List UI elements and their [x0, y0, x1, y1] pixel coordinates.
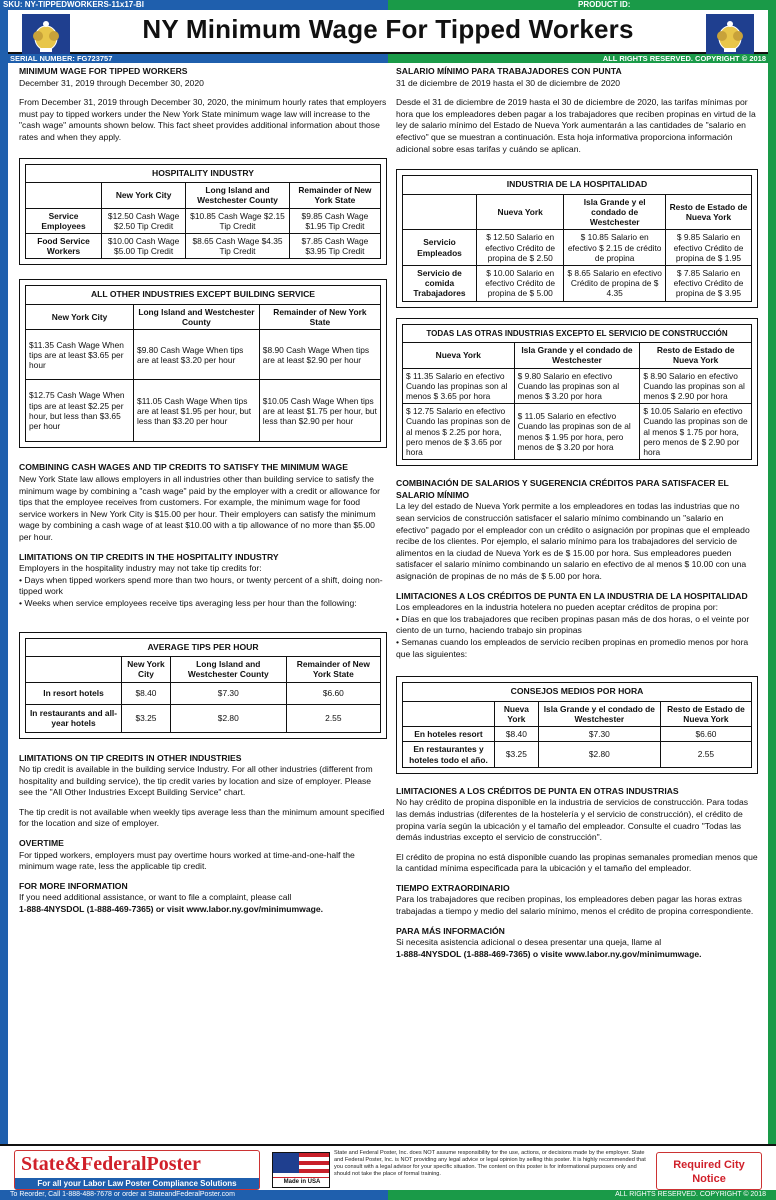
sku-label: SKU: NY-TIPPEDWORKERS-11x17-BI [0, 0, 388, 10]
column-header: Resto de Estado de Nueva York [665, 194, 751, 230]
section-heading: OVERTIME [19, 838, 64, 849]
column-header: New York City [26, 304, 134, 329]
column-header: Remainder of New York State [259, 304, 380, 329]
table-caption: TODAS LAS OTRAS INDUSTRIAS EXCEPTO EL SERVICIO DE CONSTRUCCIÓN [402, 324, 752, 343]
required-notice-badge: Required City Notice [656, 1152, 762, 1190]
other-industries-table [25, 304, 381, 442]
column-header: Nueva York [403, 343, 515, 368]
hospitality-table-box [396, 169, 758, 307]
made-in-usa-label: Made in USA [273, 1178, 330, 1187]
column-header: New York City [102, 183, 186, 208]
paragraph: Para los trabajadores que reciben propinas, los empleadores deben pagar las horas extras trabajadas a tiempo y medio del salario mínimo, menos el crédito de propina correspondiente. [396, 894, 754, 917]
reorder-text: To Reorder, Call 1-888-488-7678 or order at StateandFederalPoster.com [0, 1190, 388, 1200]
poster-header [8, 10, 768, 54]
section-heading: COMBINACIÓN DE SALARIOS Y SUGERENCIA CRÉDITOS PARA SATISFACER EL SALARIO MÍNIMO [396, 478, 729, 500]
table-row: In resort hotels $8.40 $7.30 $6.60 [26, 682, 381, 704]
table-caption: ALL OTHER INDUSTRIES EXCEPT BUILDING SERVICE [25, 285, 381, 304]
english-column [19, 66, 387, 916]
ny-state-seal-icon [706, 14, 754, 58]
column-header: Long Island and Westchester County [186, 183, 290, 208]
logo-text: State&FederalPoster [21, 1153, 201, 1175]
section-heading: LIMITATIONS ON TIP CREDITS IN OTHER INDUSTRIES [19, 752, 242, 763]
other-industries-table-box [19, 279, 387, 448]
table-row: Servicio Empleados $ 12.50 Salario en efectivo Crédito de propina de $ 2.50 $ 10.85 Salario en efectivo $ 2.15 de crédito de propina $ 9.85 Salario en efectivo Crédito de propina de $ 1.95 [403, 230, 752, 266]
table-row: In restaurants and all-year hotels $3.25 $2.80 2.55 [26, 704, 381, 732]
contact-line: 1-888-4NYSDOL (1-888-469-7365) or visit www.labor.ny.gov/minimumwage. [19, 904, 324, 915]
section-heading: LIMITATIONS ON TIP CREDITS IN THE HOSPITALITY INDUSTRY [19, 551, 279, 562]
column-header: Long Island and Westchester County [170, 657, 286, 682]
intro-paragraph: From December 31, 2019 through December 30, 2020, the minimum hourly rates that employers must pay to tipped workers under the New York State minimum wage law will increase to the "cash wage" amounts shown below. This fact sheet provides additional information about those rates and when they apply. [19, 97, 387, 142]
copyright-top: ALL RIGHTS RESERVED. COPYRIGHT © 2018 [388, 54, 776, 63]
publisher-logo [14, 1150, 260, 1190]
bullet-item: • Weeks when service employees receive tips averaging less per hour than the following: [19, 597, 357, 608]
table-row: Service Employees $12.50 Cash Wage $2.50 Tip Credit $10.85 Cash Wage $2.15 Tip Credit $9.85 Cash Wage $1.95 Tip Credit [26, 208, 381, 233]
other-industries-table-box [396, 318, 758, 467]
table-row: En restaurantes y hoteles todo el año. $3.25 $2.80 2.55 [403, 742, 752, 767]
paragraph: Employers in the hospitality industry may not take tip credits for: [19, 563, 262, 574]
copyright-bottom: ALL RIGHTS RESERVED. COPYRIGHT © 2018 [388, 1190, 776, 1200]
average-tips-table [402, 701, 752, 768]
section-heading: SALARIO MÍNIMO PARA TRABAJADORES CON PUNTA [396, 66, 622, 76]
average-tips-table [25, 656, 381, 732]
table-caption: INDUSTRIA DE LA HOSPITALIDAD [402, 175, 752, 194]
table-row: $ 11.35 Salario en efectivo Cuando las propinas son al menos $ 3.65 por hora $ 9.80 Salario en efectivo Cuando las propinas son al menos $ 3.20 por hora $ 8.90 Salario en efectivo Cuando las propinas son al menos $ 2.90 por hora [403, 368, 752, 404]
dates: 31 de diciembre de 2019 hasta el 30 de diciembre de 2020 [396, 77, 621, 88]
paragraph: No tip credit is available in the building service Industry. For all other industries (different from hospitality and building service), the tip credit varies by location and size of employer. Please see the "All Other Industries Except Building Service" chart. [19, 764, 373, 798]
contact-line: 1-888-4NYSDOL (1-888-469-7365) o visite www.labor.ny.gov/minimumwage. [396, 948, 702, 959]
intro-paragraph: Desde el 31 de diciembre de 2019 hasta el 30 de diciembre de 2020, las tarifas mínimas por hora que los empleadores deben pagar a los trabajadores que reciben propinas en virtud de la ley de salario mínimo del Estado de Nueva York aumentarán a las cantidades de "salario en efectivo" que se muestran a continuación. Esta hoja informativa proporciona información adicional sobre esas tarifas y cuándo se aplican. [396, 97, 756, 154]
paragraph: No hay crédito de propina disponible en la industria de servicios de construcción. Para todas las demás industrias (diferentes de la hostelería y el servicio de construcción), el crédito de propina varía según la ubicación y el tamaño del empleador. Consulte el cuadro "Todas las demás industrias excepto el servicio de construcción". [396, 797, 749, 843]
section-heading: FOR MORE INFORMATION [19, 880, 128, 891]
paragraph: La ley del estado de Nueva York permite a los empleadores en todas las industrias que no sean servicios de construcción satisfacer el salario mínimo combinando un "salario en efectivo" pagado por el empleador con un crédito o asignación por propinas que el empleado recibe de los clientes. Por ejemplo, el salario mínimo para los trabajadores del servicio de alimentos en la ciudad de Nueva York es de $ 15.00 por hora. Sus empleadores pueden satisfacer el salario mínimo combinando un salario en efectivo de al menos $ 10.00 con una asignación de propinas de no más de $ 5.00 por hora. [396, 501, 750, 581]
column-header: Nueva York [495, 701, 539, 726]
disclaimer: State and Federal Poster, Inc. does NOT assume responsibility for the use, actions, or decisions made by the employer. State and Federal Poster, Inc. is NOT providing any legal advice or legal opinion by selling this poster. It is highly recommended that you consult with a legal advisor for your specific situation. The content on this poster is for informational purposes only and should not take the place of formal training. [334, 1150, 646, 1177]
table-caption: AVERAGE TIPS PER HOUR [25, 638, 381, 657]
column-header: Isla Grande y el condado de Westchester [538, 701, 660, 726]
serial-bar [0, 54, 776, 63]
table-row: Servicio de comida Trabajadores $ 10.00 Salario en efectivo Crédito de propina de $ 5.00 $ 8.65 Salario en efectivo Crédito de propina de $ 4.35 $ 7.85 Salario en efectivo Crédito de propina de $ 3.95 [403, 265, 752, 301]
right-border [768, 10, 776, 1144]
page-title: NY Minimum Wage For Tipped Workers [142, 14, 634, 44]
paragraph: Si necesita asistencia adicional o desea presentar una queja, llame al [396, 937, 662, 948]
section-heading: LIMITACIONES A LOS CRÉDITOS DE PUNTA EN LA INDUSTRIA DE LA HOSPITALIDAD [396, 590, 748, 601]
dates: December 31, 2019 through December 30, 2020 [19, 77, 204, 88]
column-header: Remainder of New York State [286, 657, 380, 682]
paragraph: El crédito de propina no está disponible cuando las propinas semanales promedian menos que la cantidad mínima especificada para la ubicación y el tamaño del empleador. [396, 851, 758, 874]
bullet-item: • Semanas cuando los empleados de servicio reciben propinas en promedio menos por hora que las siguientes: [396, 636, 749, 659]
column-header: Remainder of New York State [289, 183, 380, 208]
average-tips-table-box [396, 676, 758, 774]
column-header: Long Island and Westchester County [134, 304, 260, 329]
section-heading: COMBINING CASH WAGES AND TIP CREDITS TO SATISFY THE MINIMUM WAGE [19, 462, 348, 473]
average-tips-table-box [19, 632, 387, 739]
hospitality-table [402, 194, 752, 302]
bullet-item: • Days when tipped workers spend more than two hours, or twenty percent of a shift, doing non-tipped work [19, 574, 383, 597]
column-header: Isla Grande y el condado de Westchester [514, 343, 640, 368]
column-header: Resto de Estado de Nueva York [640, 343, 752, 368]
hospitality-table [25, 182, 381, 259]
table-row: $12.75 Cash Wage When tips are at least $2.25 per hour, but less than $3.65 per hour $11.05 Cash Wage When tips are at least $1.95 per hour, but less than $3.20 per hour $10.05 Cash Wage When tips are at least $1.75 per hour, but less than $2.90 per hour [26, 380, 381, 442]
column-header: Resto de Estado de Nueva York [660, 701, 751, 726]
spanish-column [396, 66, 758, 960]
left-border [0, 10, 8, 1144]
table-caption: HOSPITALITY INDUSTRY [25, 164, 381, 183]
column-header: Nueva York [477, 194, 564, 230]
bottom-bar [0, 1190, 776, 1200]
section-heading: MINIMUM WAGE FOR TIPPED WORKERS [19, 66, 188, 76]
top-bar [0, 0, 776, 10]
table-row: Food Service Workers $10.00 Cash Wage $5.00 Tip Credit $8.65 Cash Wage $4.35 Tip Credit $7.85 Cash Wage $3.95 Tip Credit [26, 233, 381, 258]
paragraph: If you need additional assistance, or want to file a complaint, please call [19, 892, 292, 903]
table-row: $11.35 Cash Wage When tips are at least $3.65 per hour $9.80 Cash Wage When tips are at least $3.20 per hour $8.90 Cash Wage When tips are at least $2.90 per hour [26, 330, 381, 380]
product-id-label: PRODUCT ID: [388, 0, 776, 10]
other-industries-table [402, 342, 752, 460]
paragraph: Los empleadores en la industria hotelera no pueden aceptar créditos de propina por: [396, 602, 719, 613]
section-heading: LIMITACIONES A LOS CRÉDITOS DE PUNTA EN OTRAS INDUSTRIAS [396, 785, 679, 796]
column-header: New York City [122, 657, 171, 682]
table-caption: CONSEJOS MEDIOS POR HORA [402, 682, 752, 701]
paragraph: The tip credit is not available when weekly tips average less than the minimum amount specified for the location and size of employer. [19, 806, 385, 829]
hospitality-table-box [19, 158, 387, 266]
paragraph: New York State law allows employers in all industries other than building service to satisfy the minimum wage by combining a "cash wage" paid by the employer with a credit or allowance for tips that the employee receives from customers. For example, the minimum wage for food service workers in New York City is $15.00 per hour. Their employers can satisfy the minimum wage by combining a cash wage of at least $10.00 with a tip allowance of no more than $5.00 per hour. [19, 473, 381, 542]
bullet-item: • Días en que los trabajadores que reciben propinas pasan más de dos horas, o el veinte por ciento de un turno, haciendo trabajo sin propinas [396, 613, 750, 636]
section-heading: PARA MÁS INFORMACIÓN [396, 925, 505, 936]
serial-number: SERIAL NUMBER: FG723757 [0, 54, 388, 63]
usa-flag-icon [272, 1152, 330, 1188]
column-header: Isla Grande y el condado de Westchester [564, 194, 666, 230]
logo-tagline: For all your Labor Law Poster Compliance Solutions [15, 1178, 259, 1189]
section-heading: TIEMPO EXTRAORDINARIO [396, 882, 510, 893]
table-row: $ 12.75 Salario en efectivo Cuando las propinas son de al menos $ 2.25 por hora, pero menos de $ 3.65 por hora $ 11.05 Salario en efectivo Cuando las propinas son de al menos $ 1.95 por hora, pero menos de $ 3.20 por hora $ 10.05 Salario en efectivo Cuando las propinas son de al menos $ 1.75 por hora, pero menos de $ 2.90 por hora [403, 404, 752, 460]
table-row: En hoteles resort $8.40 $7.30 $6.60 [403, 727, 752, 742]
paragraph: For tipped workers, employers must pay overtime hours worked at time-and-one-half the minimum wage rate, less the applicable tip credit. [19, 849, 355, 872]
